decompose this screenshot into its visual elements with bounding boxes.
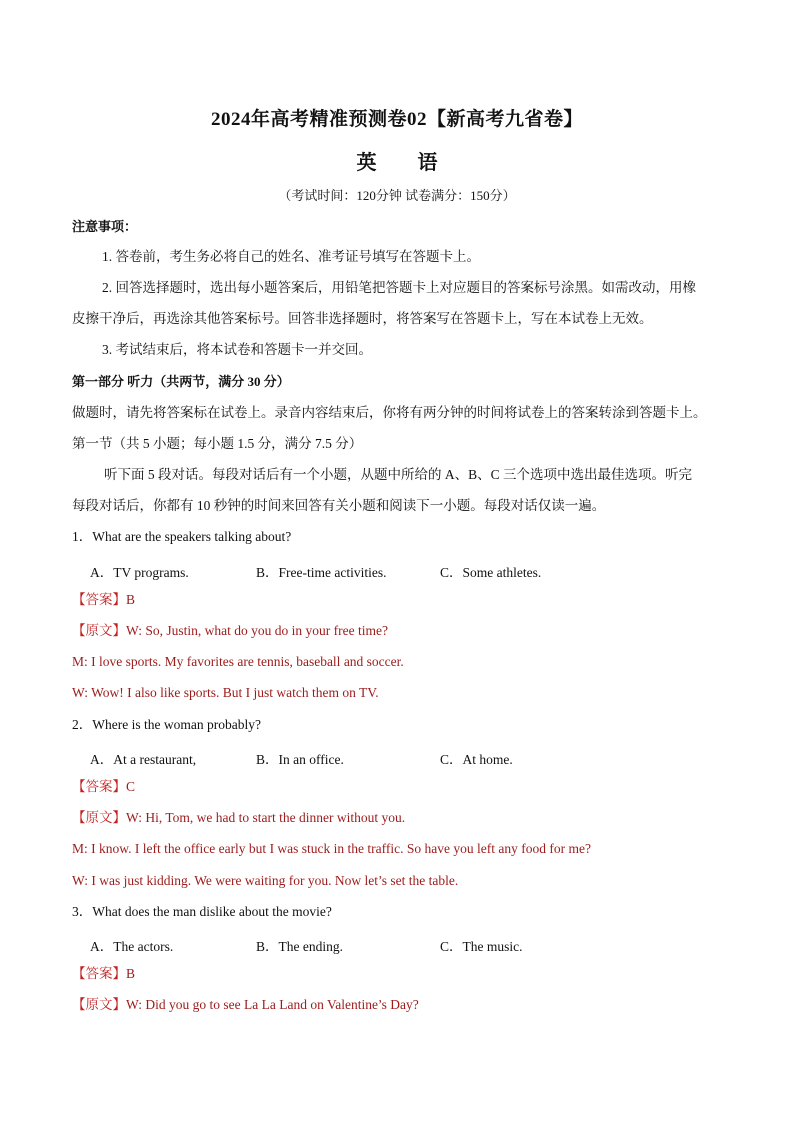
answer-value: C bbox=[126, 779, 136, 794]
exam-info: （考试时间：120分钟 试卷满分：150分） bbox=[278, 188, 516, 203]
question-3-option-a: A．The actors. bbox=[90, 939, 174, 954]
question-1-transcript bbox=[72, 623, 388, 639]
transcript-line: W: Wow! I also like sports. But I just watch them on TV. bbox=[72, 685, 379, 700]
question-1-option-c: C．Some athletes. bbox=[440, 565, 542, 580]
transcript-line: W: Hi, Tom, we had to start the dinner without you. bbox=[126, 810, 406, 825]
subject-title: 英 语 bbox=[356, 152, 456, 174]
transcript-tag: 【原文】 bbox=[72, 997, 126, 1012]
question-2-option-c: C．At home. bbox=[440, 752, 513, 767]
transcript-line: W: Did you go to see La La Land on Valentine’s Day? bbox=[126, 997, 419, 1012]
question-2-answer bbox=[72, 779, 135, 795]
section1-directions-continued: 每段对话后，你都有 10 秒钟的时间来回答有关小题和阅读下一小题。每段对话仅读一遍。 bbox=[72, 498, 606, 513]
answer-value: B bbox=[126, 966, 136, 981]
section1-directions: 听下面 5 段对话。每段对话后有一个小题，从题中所给的 A、B、C 三个选项中选出最佳选项。听完 bbox=[104, 467, 693, 482]
transcript-tag: 【原文】 bbox=[72, 623, 126, 638]
transcript-line: M: I love sports. My favorites are tennis, baseball and soccer. bbox=[72, 654, 404, 669]
note-item-2: 2. 回答选择题时，选出每小题答案后，用铅笔把答题卡上对应题目的答案标号涂黑。如需改动，用橡 bbox=[102, 280, 696, 295]
question-2-transcript bbox=[72, 810, 405, 826]
answer-value: B bbox=[126, 592, 136, 607]
part1-instruction: 做题时，请先将答案标在试卷上。录音内容结束后，你将有两分钟的时间将试卷上的答案转涂到答题卡上。 bbox=[72, 405, 707, 420]
question-3-stem: 3．What does the man dislike about the movie? bbox=[72, 904, 332, 919]
question-2-option-b: B．In an office. bbox=[256, 752, 344, 767]
question-3-transcript bbox=[72, 997, 419, 1013]
question-1-option-a: A．TV programs. bbox=[90, 565, 189, 580]
answer-tag: 【答案】 bbox=[72, 779, 126, 794]
question-1-stem: 1．What are the speakers talking about? bbox=[72, 529, 292, 544]
note-item-1: 1. 答卷前，考生务必将自己的姓名、准考证号填写在答题卡上。 bbox=[102, 249, 480, 264]
transcript-line: W: I was just kidding. We were waiting for you. Now let’s set the table. bbox=[72, 873, 459, 888]
part1-heading: 第一部分 听力（共两节，满分 30 分） bbox=[72, 374, 290, 389]
note-item-3: 3. 考试结束后，将本试卷和答题卡一并交回。 bbox=[102, 342, 372, 357]
transcript-line: M: I know. I left the office early but I was stuck in the traffic. So have you left any food for me? bbox=[72, 841, 591, 856]
question-2-option-a: A．At a restaurant, bbox=[90, 752, 197, 767]
question-1-answer bbox=[72, 592, 135, 608]
transcript-line: W: So, Justin, what do you do in your free time? bbox=[126, 623, 388, 638]
question-1-option-b: B．Free-time activities. bbox=[256, 565, 387, 580]
question-3-option-c: C．The music. bbox=[440, 939, 523, 954]
transcript-tag: 【原文】 bbox=[72, 810, 126, 825]
question-3-answer bbox=[72, 966, 135, 982]
document-title: 2024年高考精准预测卷02【新高考九省卷】 bbox=[210, 109, 583, 130]
notes-heading: 注意事项： bbox=[72, 219, 138, 234]
answer-tag: 【答案】 bbox=[72, 592, 126, 607]
question-3-option-b: B．The ending. bbox=[256, 939, 343, 954]
section1-heading: 第一节（共 5 小题；每小题 1.5 分，满分 7.5 分） bbox=[72, 436, 363, 451]
question-2-stem: 2．Where is the woman probably? bbox=[72, 717, 261, 732]
note-item-2-continued: 皮擦干净后，再选涂其他答案标号。回答非选择题时，将答案写在答题卡上，写在本试卷上无效。 bbox=[72, 311, 653, 326]
answer-tag: 【答案】 bbox=[72, 966, 126, 981]
